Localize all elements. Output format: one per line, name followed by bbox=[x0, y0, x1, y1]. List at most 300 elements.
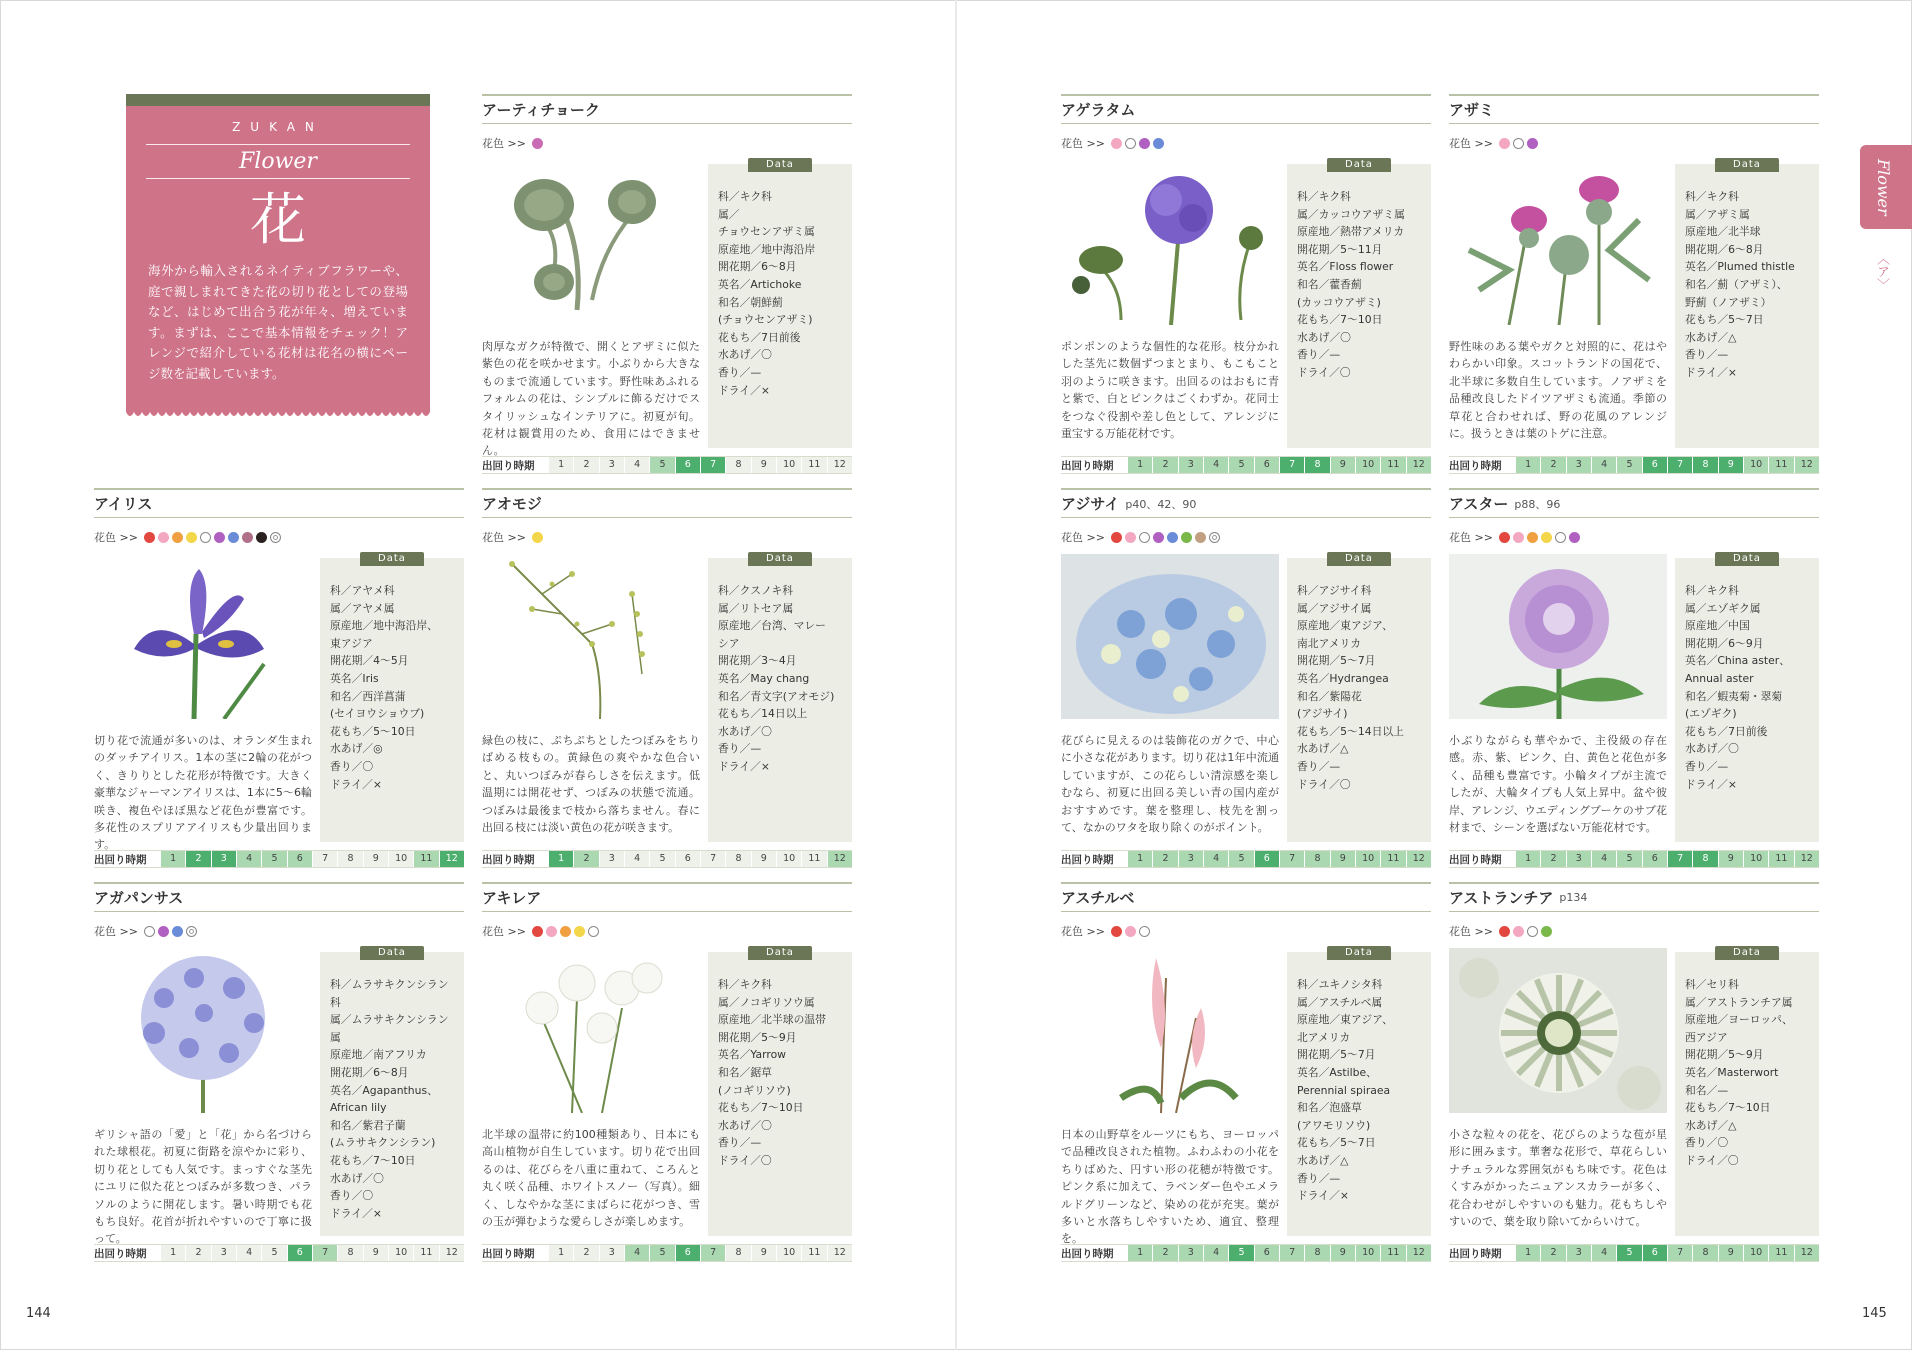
index-kana: 〈ア〉 bbox=[1874, 252, 1889, 291]
data-row: 花もち／14日以上 bbox=[718, 707, 808, 721]
data-row: ドライ／× bbox=[330, 777, 382, 791]
data-row: 香り／— bbox=[718, 1136, 762, 1150]
data-row: 科／クスノキ科 bbox=[718, 584, 794, 597]
season-label: 出回り時期 bbox=[1061, 1247, 1114, 1260]
flower-name: アジサイ bbox=[1061, 495, 1120, 513]
data-tab: Data bbox=[748, 158, 812, 172]
color-swatch bbox=[158, 532, 169, 543]
season-month: 7 bbox=[1279, 1245, 1304, 1261]
season-month: 11 bbox=[413, 1245, 438, 1261]
season-month: 3 bbox=[1566, 457, 1591, 473]
data-row: 香り／〇 bbox=[330, 759, 374, 773]
data-row: ドライ／× bbox=[1685, 365, 1737, 379]
color-swatch bbox=[1541, 532, 1552, 543]
data-row: 原産地／南アフリカ bbox=[330, 1048, 427, 1062]
data-row: 南北アメリカ bbox=[1297, 636, 1362, 650]
season-months bbox=[548, 457, 852, 473]
flower-entry-thistle bbox=[1449, 94, 1819, 470]
data-row: 属／アジサイ属 bbox=[1297, 601, 1372, 615]
season-month: 2 bbox=[185, 1245, 210, 1261]
color-swatch bbox=[1569, 532, 1580, 543]
data-row: 科／ユキノシタ科 bbox=[1297, 978, 1383, 991]
season-month: 1 bbox=[548, 851, 573, 867]
entry-title-bar bbox=[482, 488, 852, 518]
data-panel bbox=[1287, 947, 1431, 1236]
season-bar bbox=[1061, 1244, 1431, 1262]
flower-name: アオモジ bbox=[482, 495, 542, 513]
season-month: 6 bbox=[1254, 851, 1279, 867]
flower-colors bbox=[1449, 529, 1583, 545]
intro-box bbox=[126, 94, 430, 412]
season-month: 12 bbox=[827, 457, 852, 473]
color-swatch bbox=[546, 926, 557, 937]
season-month: 3 bbox=[1566, 1245, 1591, 1261]
season-month: 12 bbox=[1406, 1245, 1431, 1261]
entry-title-bar bbox=[1449, 488, 1819, 518]
data-rows bbox=[1297, 976, 1425, 1205]
flower-name: アイリス bbox=[94, 495, 153, 513]
data-row: 開花期／4〜5月 bbox=[330, 654, 409, 668]
data-rows bbox=[1685, 188, 1813, 382]
color-swatch bbox=[172, 532, 183, 543]
flower-description: 小さな粒々の花を、花びらのような苞が星形に囲みます。華奢な花形で、草花らしいナチュラルな雰囲気がもち味です。花色はくすみがかったニュアンスカラーが多く、花合わせがしやすいのも魅力。花もちしやすいので、葉を取り除いてからいけて。 bbox=[1449, 1128, 1667, 1229]
data-row: 水あげ／〇 bbox=[1297, 330, 1351, 344]
season-month: 3 bbox=[599, 457, 624, 473]
season-month: 10 bbox=[776, 851, 801, 867]
data-row: 科／アヤメ科 bbox=[330, 584, 395, 597]
data-row: 水あげ／△ bbox=[1297, 742, 1349, 756]
season-label: 出回り時期 bbox=[482, 853, 535, 866]
data-row: 科／キク科 bbox=[1685, 190, 1739, 203]
season-label: 出回り時期 bbox=[482, 1247, 535, 1260]
season-month: 11 bbox=[1768, 851, 1793, 867]
data-row: 香り／— bbox=[1685, 348, 1729, 362]
data-row: 英名／Yarrow bbox=[718, 1048, 787, 1062]
data-row: (ノコギリソウ) bbox=[718, 1083, 791, 1097]
season-month: 4 bbox=[624, 851, 649, 867]
data-tab: Data bbox=[1715, 552, 1779, 566]
color-swatch bbox=[1499, 138, 1510, 149]
season-month: 8 bbox=[1692, 1245, 1717, 1261]
data-row: (カッコウアザミ) bbox=[1297, 295, 1381, 309]
flower-entry-hydrangea bbox=[1061, 488, 1431, 864]
data-row: 水あげ／△ bbox=[1685, 1118, 1737, 1132]
data-row: 原産地／台湾、マレー bbox=[718, 619, 826, 633]
entry-title-bar bbox=[94, 488, 464, 518]
flower-entry-agapanthus bbox=[94, 882, 464, 1258]
data-tab: Data bbox=[1715, 946, 1779, 960]
color-swatch bbox=[1541, 926, 1552, 937]
season-month: 5 bbox=[649, 851, 674, 867]
data-row: 香り／〇 bbox=[1685, 1136, 1729, 1150]
data-row: 水あげ／△ bbox=[1685, 330, 1737, 344]
season-month: 2 bbox=[573, 1245, 598, 1261]
season-bar bbox=[482, 850, 852, 868]
data-row: シア bbox=[718, 636, 740, 650]
season-month: 4 bbox=[1203, 457, 1228, 473]
season-month: 12 bbox=[1794, 457, 1819, 473]
data-row: 開花期／5〜11月 bbox=[1297, 242, 1383, 256]
season-month: 4 bbox=[1203, 1245, 1228, 1261]
data-row: 科／キク科 bbox=[1685, 584, 1739, 597]
data-row: 和名／— bbox=[1685, 1083, 1729, 1097]
data-tab: Data bbox=[1327, 552, 1391, 566]
season-month: 2 bbox=[1540, 1245, 1565, 1261]
data-row: 香り／— bbox=[1297, 348, 1341, 362]
data-row: 科／キク科 bbox=[718, 190, 772, 203]
season-months bbox=[1515, 457, 1819, 473]
data-row: 花もち／7〜10日 bbox=[718, 1101, 804, 1115]
data-rows bbox=[1685, 582, 1813, 793]
season-months bbox=[1127, 1245, 1431, 1261]
season-month: 2 bbox=[573, 457, 598, 473]
data-row: 属／リトセア属 bbox=[718, 601, 794, 615]
entry-title-bar bbox=[1061, 94, 1431, 124]
season-month: 2 bbox=[1540, 851, 1565, 867]
color-swatch bbox=[1209, 532, 1220, 543]
data-row: 花もち／5〜10日 bbox=[330, 724, 416, 738]
season-month: 9 bbox=[363, 851, 388, 867]
season-label: 出回り時期 bbox=[94, 1247, 147, 1260]
data-row: 科／ムラサキクンシラン科 bbox=[330, 978, 449, 1009]
season-month: 10 bbox=[388, 851, 413, 867]
season-month: 12 bbox=[1406, 851, 1431, 867]
color-swatch bbox=[1125, 926, 1136, 937]
data-row: 北アメリカ bbox=[1297, 1030, 1351, 1044]
color-swatch bbox=[172, 926, 183, 937]
season-month: 12 bbox=[1794, 1245, 1819, 1261]
data-row: 開花期／5〜9月 bbox=[718, 1030, 797, 1044]
season-month: 9 bbox=[751, 457, 776, 473]
season-label: 出回り時期 bbox=[1449, 853, 1502, 866]
data-row: ドライ／〇 bbox=[718, 1153, 772, 1167]
season-month: 3 bbox=[599, 851, 624, 867]
color-swatch bbox=[1499, 532, 1510, 543]
data-rows bbox=[330, 582, 458, 793]
flower-photo bbox=[1449, 948, 1667, 1113]
data-row: 水あげ／〇 bbox=[330, 1171, 384, 1185]
season-month: 5 bbox=[649, 1245, 674, 1261]
season-month: 12 bbox=[827, 851, 852, 867]
page-number-left: 144 bbox=[26, 1306, 51, 1321]
data-row: 花もち／5〜14日以上 bbox=[1297, 724, 1404, 738]
season-month: 10 bbox=[1355, 851, 1380, 867]
season-month: 12 bbox=[439, 851, 464, 867]
color-swatch bbox=[1125, 532, 1136, 543]
data-tab: Data bbox=[360, 552, 424, 566]
data-rows bbox=[718, 582, 846, 776]
season-month: 4 bbox=[624, 457, 649, 473]
season-month: 8 bbox=[1692, 851, 1717, 867]
entry-title-bar bbox=[94, 882, 464, 912]
season-bar bbox=[94, 850, 464, 868]
season-month: 5 bbox=[1228, 457, 1253, 473]
season-month: 3 bbox=[1178, 851, 1203, 867]
data-row: 属／アザミ属 bbox=[1685, 207, 1750, 221]
season-bar bbox=[1061, 456, 1431, 474]
season-month: 9 bbox=[1330, 1245, 1355, 1261]
season-month: 8 bbox=[725, 1245, 750, 1261]
season-month: 9 bbox=[1330, 457, 1355, 473]
season-month: 1 bbox=[1127, 457, 1152, 473]
color-swatch bbox=[256, 532, 267, 543]
colors-label: 花色 >> bbox=[482, 531, 526, 544]
data-row: 原産地／地中海沿岸 bbox=[718, 242, 816, 256]
flower-colors bbox=[1449, 923, 1555, 939]
flower-entry-aster bbox=[1449, 488, 1819, 864]
season-month: 1 bbox=[548, 1245, 573, 1261]
season-bar bbox=[482, 1244, 852, 1262]
data-row: 開花期／6〜8月 bbox=[1685, 242, 1764, 256]
colors-label: 花色 >> bbox=[94, 925, 138, 938]
season-month: 8 bbox=[725, 851, 750, 867]
data-tab: Data bbox=[360, 946, 424, 960]
season-label: 出回り時期 bbox=[1449, 1247, 1502, 1260]
season-month: 6 bbox=[1254, 457, 1279, 473]
flower-colors bbox=[482, 135, 546, 151]
season-label: 出回り時期 bbox=[1061, 459, 1114, 472]
colors-label: 花色 >> bbox=[482, 137, 526, 150]
data-row: 和名／藿香薊 bbox=[1297, 277, 1362, 291]
data-row: 開花期／6〜8月 bbox=[330, 1065, 409, 1079]
season-month: 1 bbox=[160, 1245, 185, 1261]
intro-topbar bbox=[126, 94, 430, 106]
page-number-right: 145 bbox=[1862, 1306, 1887, 1321]
season-month: 2 bbox=[1152, 1245, 1177, 1261]
data-row: 花もち／7〜10日 bbox=[1685, 1101, 1771, 1115]
season-month: 3 bbox=[1178, 1245, 1203, 1261]
data-row: 花もち／5〜7日 bbox=[1685, 313, 1764, 327]
colors-label: 花色 >> bbox=[482, 925, 526, 938]
season-month: 3 bbox=[1566, 851, 1591, 867]
season-month: 8 bbox=[1304, 457, 1329, 473]
entry-title-bar bbox=[1449, 882, 1819, 912]
season-label: 出回り時期 bbox=[94, 853, 147, 866]
data-row: ドライ／〇 bbox=[1297, 365, 1351, 379]
flower-entry-ageratum bbox=[1061, 94, 1431, 470]
season-month: 10 bbox=[1355, 1245, 1380, 1261]
season-month: 11 bbox=[413, 851, 438, 867]
data-row: 原産地／地中海沿岸、 bbox=[330, 619, 438, 633]
data-row: 香り／— bbox=[1297, 759, 1341, 773]
data-row: 水あげ／〇 bbox=[718, 348, 772, 362]
season-month: 11 bbox=[1380, 851, 1405, 867]
season-month: 5 bbox=[1228, 851, 1253, 867]
data-row: 英名／Hydrangea bbox=[1297, 671, 1389, 685]
data-row: (ムラサキクンシラン) bbox=[330, 1136, 436, 1150]
flower-entry-astrantia bbox=[1449, 882, 1819, 1258]
color-swatch bbox=[1125, 138, 1136, 149]
data-row: 科／セリ科 bbox=[1685, 978, 1739, 991]
data-row: 和名／青文字(アオモジ) bbox=[718, 689, 835, 703]
season-month: 2 bbox=[1152, 851, 1177, 867]
data-row: ドライ／× bbox=[718, 383, 770, 397]
season-month: 12 bbox=[1794, 851, 1819, 867]
season-month: 7 bbox=[700, 1245, 725, 1261]
flower-photo bbox=[94, 948, 312, 1113]
data-row: 香り／— bbox=[1297, 1171, 1341, 1185]
season-month: 9 bbox=[1718, 851, 1743, 867]
data-row: ドライ／× bbox=[718, 759, 770, 773]
data-rows bbox=[1297, 188, 1425, 382]
data-row: 和名／紫陽花 bbox=[1297, 689, 1362, 703]
season-month: 4 bbox=[1203, 851, 1228, 867]
season-month: 5 bbox=[1616, 851, 1641, 867]
flower-description: 緑色の枝に、ぷちぷちとしたつぼみをちりばめる枝もの。黄緑色の爽やかな色合いと、丸いつぼみが春らしさを伝えます。低温期には開花せず、つぼみの状態で流通。つぼみは最後まで枝から落ちません。春に出回る枝には淡い黄色の花が咲きます。 bbox=[482, 734, 700, 835]
season-month: 10 bbox=[1743, 851, 1768, 867]
color-swatch bbox=[158, 926, 169, 937]
color-swatch bbox=[1195, 532, 1206, 543]
data-row: 属／カッコウアザミ属 bbox=[1297, 207, 1405, 221]
data-row: 和名／西洋菖蒲 bbox=[330, 689, 406, 703]
season-month: 6 bbox=[675, 1245, 700, 1261]
data-row: 科／キク科 bbox=[1297, 190, 1351, 203]
season-month: 8 bbox=[1692, 457, 1717, 473]
season-label: 出回り時期 bbox=[482, 459, 535, 472]
flower-name: アゲラタム bbox=[1061, 101, 1136, 119]
data-row: (チョウセンアザミ) bbox=[718, 313, 813, 327]
data-row: 和名／朝鮮薊 bbox=[718, 295, 783, 309]
flower-colors bbox=[1449, 135, 1541, 151]
season-month: 2 bbox=[573, 851, 598, 867]
data-row: 英名／Astilbe、 bbox=[1297, 1065, 1377, 1079]
index-tab-label: Flower bbox=[1874, 159, 1893, 216]
spread-gutter bbox=[955, 0, 957, 1350]
flower-description: ギリシャ語の「愛」と「花」から名づけられた球根花。初夏に街路を涼やかに彩り、切り花としても人気です。まっすぐな茎先にユリに似た花とつぼみが多数つき、パラソルのように開花します。暑い時期でも花もち良好。花首が折れやすいので丁寧に扱って。 bbox=[94, 1128, 312, 1246]
color-swatch bbox=[186, 926, 197, 937]
season-label: 出回り時期 bbox=[1061, 853, 1114, 866]
flower-colors bbox=[482, 529, 546, 545]
season-months bbox=[160, 851, 464, 867]
season-month: 8 bbox=[1304, 1245, 1329, 1261]
page-reference: p88、96 bbox=[1514, 497, 1561, 511]
flower-photo bbox=[1061, 160, 1279, 325]
data-panel bbox=[1287, 553, 1431, 842]
season-month: 2 bbox=[1152, 457, 1177, 473]
season-month: 10 bbox=[776, 1245, 801, 1261]
season-month: 2 bbox=[1540, 457, 1565, 473]
flower-name: アスター bbox=[1449, 495, 1509, 513]
data-row: Annual aster bbox=[1685, 671, 1754, 685]
data-row: (エゾギク) bbox=[1685, 707, 1737, 721]
season-month: 4 bbox=[1591, 457, 1616, 473]
data-row: 英名／China aster、 bbox=[1685, 654, 1791, 668]
color-swatch bbox=[214, 532, 225, 543]
data-tab: Data bbox=[1327, 158, 1391, 172]
season-month: 9 bbox=[363, 1245, 388, 1261]
season-bar bbox=[482, 456, 852, 474]
data-row: 香り／— bbox=[1685, 759, 1729, 773]
page-reference: p40、42、90 bbox=[1125, 497, 1197, 511]
season-months bbox=[1515, 851, 1819, 867]
season-month: 10 bbox=[776, 457, 801, 473]
intro-flower-script: Flower bbox=[239, 149, 317, 174]
data-row: 水あげ／〇 bbox=[718, 724, 772, 738]
color-swatch bbox=[1139, 532, 1150, 543]
flower-description: 花びらに見えるのは装飾花のガクで、中心に小さな花があります。切り花は1年中流通していますが、この花らしい清涼感を楽しむなら、初夏に出回る美しい青の国内産がおすすめです。葉を整理し、枝先を割って、なかのワタを取り除くのがポイント。 bbox=[1061, 734, 1279, 835]
data-row: 属／ムラサキクンシラン属 bbox=[330, 1013, 449, 1044]
season-month: 7 bbox=[1279, 851, 1304, 867]
data-panel bbox=[1675, 947, 1819, 1236]
flower-photo bbox=[482, 554, 700, 719]
data-row: チョウセンアザミ属 bbox=[718, 225, 815, 239]
data-row: 属／ノコギリソウ属 bbox=[718, 995, 815, 1009]
color-swatch bbox=[1111, 532, 1122, 543]
season-month: 8 bbox=[337, 851, 362, 867]
season-month: 4 bbox=[236, 1245, 261, 1261]
season-month: 1 bbox=[1127, 851, 1152, 867]
data-rows bbox=[718, 976, 846, 1170]
season-months bbox=[1515, 1245, 1819, 1261]
index-tab[interactable] bbox=[1860, 145, 1912, 229]
color-swatch bbox=[532, 926, 543, 937]
color-swatch bbox=[1167, 532, 1178, 543]
flower-name: アガパンサス bbox=[94, 889, 184, 907]
color-swatch bbox=[1513, 532, 1524, 543]
flower-photo bbox=[1449, 554, 1667, 719]
color-swatch bbox=[270, 532, 281, 543]
data-row: 英名／Floss flower bbox=[1297, 260, 1394, 274]
data-row: 開花期／5〜7月 bbox=[1297, 654, 1376, 668]
season-bar bbox=[1449, 1244, 1819, 1262]
data-row: 花もち／7〜10日 bbox=[1297, 313, 1383, 327]
color-swatch bbox=[588, 926, 599, 937]
flower-photo bbox=[482, 160, 700, 325]
season-month: 11 bbox=[1380, 457, 1405, 473]
entry-title-bar bbox=[1449, 94, 1819, 124]
season-month: 10 bbox=[1743, 457, 1768, 473]
color-swatch bbox=[1513, 138, 1524, 149]
color-swatch bbox=[200, 532, 211, 543]
color-swatch bbox=[532, 532, 543, 543]
flower-colors bbox=[1061, 529, 1223, 545]
page-reference: p134 bbox=[1559, 891, 1588, 904]
data-row: ドライ／× bbox=[1297, 1189, 1349, 1203]
flower-photo bbox=[1061, 554, 1279, 719]
entry-title-bar bbox=[482, 882, 852, 912]
data-panel bbox=[1675, 553, 1819, 842]
flower-description: 野性味のある葉やガクと対照的に、花はやわらかい印象。スコットランドの国花で、北半球に多数自生しています。ノアザミを品種改良したドイツアザミも流通。季節の草花と合わせれば、野の花風のアレンジに。扱うときは葉のトゲに注意。 bbox=[1449, 340, 1667, 441]
color-swatch bbox=[1111, 138, 1122, 149]
data-row: 水あげ／〇 bbox=[1685, 742, 1739, 756]
data-rows bbox=[330, 976, 458, 1222]
color-swatch bbox=[574, 926, 585, 937]
season-month: 9 bbox=[751, 1245, 776, 1261]
data-rows bbox=[718, 188, 846, 399]
color-swatch bbox=[1181, 532, 1192, 543]
season-months bbox=[1127, 851, 1431, 867]
season-month: 6 bbox=[1642, 457, 1667, 473]
color-swatch bbox=[144, 926, 155, 937]
data-row: 開花期／5〜9月 bbox=[1685, 1048, 1764, 1062]
data-row: 開花期／6〜8月 bbox=[718, 260, 797, 274]
color-swatch bbox=[242, 532, 253, 543]
data-row: ドライ／〇 bbox=[1685, 1153, 1739, 1167]
data-tab: Data bbox=[1715, 158, 1779, 172]
flower-entry-achillea bbox=[482, 882, 852, 1258]
data-row: 英名／Agapanthus、 bbox=[330, 1083, 438, 1097]
color-swatch bbox=[1499, 926, 1510, 937]
color-swatch bbox=[144, 532, 155, 543]
season-month: 6 bbox=[675, 457, 700, 473]
season-month: 4 bbox=[624, 1245, 649, 1261]
data-row: 水あげ／△ bbox=[1297, 1153, 1349, 1167]
color-swatch bbox=[1153, 532, 1164, 543]
data-row: 英名／Iris bbox=[330, 671, 379, 685]
data-tab: Data bbox=[748, 552, 812, 566]
data-panel bbox=[1287, 159, 1431, 448]
flower-photo bbox=[1449, 160, 1667, 325]
